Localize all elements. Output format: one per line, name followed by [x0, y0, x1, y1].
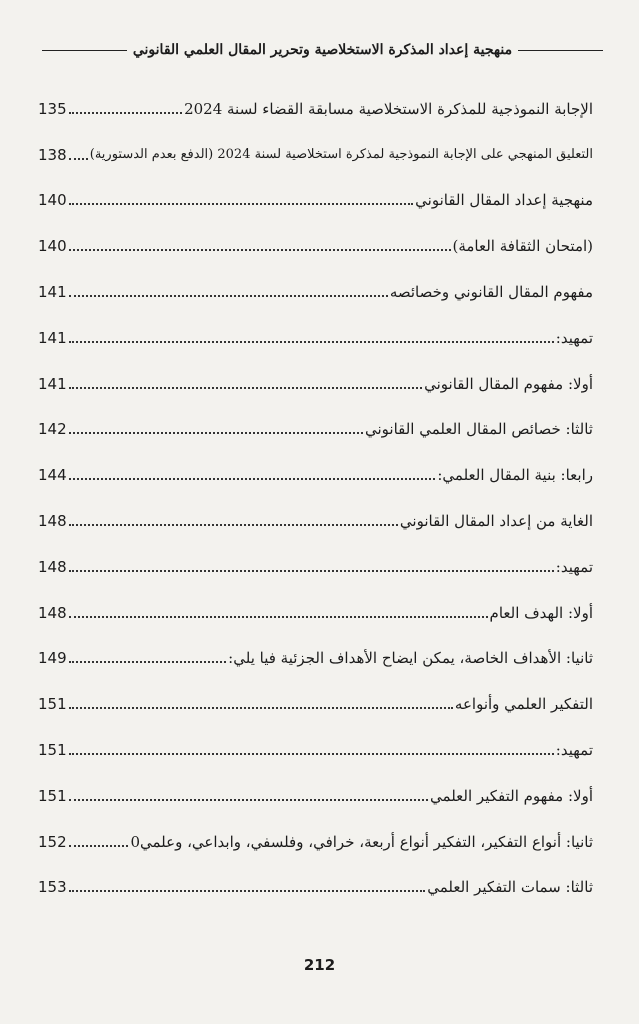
toc-entry-title: الإجابة النموذجية للمذكرة الاستخلاصية مسابقة القضاء لسنة 2024 [184, 99, 593, 118]
toc-entry [38, 86, 593, 132]
toc-entry [38, 590, 593, 636]
toc-entry-title: رابعا: بنية المقال العلمي: [437, 466, 593, 485]
toc-entry-title: (امتحان الثقافة العامة) [452, 237, 593, 256]
toc-entry-title: منهجية إعداد المقال القانوني [415, 191, 593, 210]
toc-entry-page: 148 [38, 557, 67, 576]
toc-entry-page: 135 [38, 99, 67, 118]
toc-entry [38, 681, 593, 727]
header-rule-left [42, 50, 127, 51]
toc-leader-dots [69, 707, 453, 709]
toc-leader-dots [69, 387, 422, 389]
toc-entry-title: ثانيا: الأهداف الخاصة، يمكن ايضاح الأهداف الجزئية فيا يلي: [228, 649, 593, 668]
toc-entry [38, 727, 593, 773]
header-title: منهجية إعداد المذكرة الاستخلاصية وتحرير المقال العلمي القانوني [132, 42, 513, 58]
toc-entry [38, 315, 593, 361]
toc-entry [38, 452, 593, 498]
toc-entry-page: 140 [38, 191, 67, 210]
toc-leader-dots [69, 890, 426, 892]
toc-entry-title: ثالثا: سمات التفكير العلمي [427, 878, 593, 897]
toc-leader-dots [69, 112, 182, 114]
toc-leader-dots [69, 158, 88, 160]
page-number: 212 [303, 956, 336, 974]
toc-entry-page: 142 [38, 420, 67, 439]
toc-entry [38, 636, 593, 682]
toc-entry-page: 152 [38, 832, 67, 851]
toc-entry [38, 132, 593, 178]
header-rule-right [518, 50, 603, 51]
toc-entry-page: 148 [38, 603, 67, 622]
toc-leader-dots [69, 295, 388, 297]
toc-entry-title: مفهوم المقال القانوني وخصائصه [389, 283, 593, 302]
toc-entry-page: 148 [38, 512, 67, 531]
toc-leader-dots [69, 616, 488, 618]
toc-entry-title: ثانيا: أنواع التفكير، التفكير أنواع أربعة، خرافي، وفلسفي، وابداعي، وعلمي0 [130, 832, 593, 851]
toc-entry-page: 149 [38, 649, 67, 668]
toc-entry-page: 138 [38, 145, 67, 164]
toc-leader-dots [69, 203, 414, 205]
toc-entry [38, 178, 593, 224]
toc-entry [38, 865, 593, 911]
toc-leader-dots [69, 570, 554, 572]
toc-entry-title: تمهيد: [555, 741, 593, 760]
toc-entry-title: أولا: مفهوم المقال القانوني [424, 374, 593, 393]
toc-entry [38, 407, 593, 453]
toc-entry [38, 773, 593, 819]
toc-entry-page: 140 [38, 237, 67, 256]
toc-entry-page: 144 [38, 466, 67, 485]
toc-leader-dots [69, 524, 398, 526]
toc-entry-page: 153 [38, 878, 67, 897]
toc-entry [38, 361, 593, 407]
toc-leader-dots [69, 661, 227, 663]
toc-entry-page: 151 [38, 695, 67, 714]
toc-entry-title: تمهيد: [555, 328, 593, 347]
toc-leader-dots [69, 845, 129, 847]
toc-entry [38, 223, 593, 269]
toc-leader-dots [69, 753, 554, 755]
toc-entry-title: أولا: مفهوم التفكير العلمي [430, 786, 593, 805]
toc-entry-page: 141 [38, 328, 67, 347]
toc-leader-dots [69, 799, 428, 801]
toc-entry-page: 151 [38, 741, 67, 760]
toc-entry [38, 544, 593, 590]
toc-entry-page: 151 [38, 786, 67, 805]
toc-entry-title: الغاية من إعداد المقال القانوني [399, 512, 593, 531]
running-header [36, 38, 609, 62]
toc-leader-dots [69, 341, 554, 343]
toc-entry-page: 141 [38, 374, 67, 393]
toc-entry-title: التعليق المنهجي على الإجابة النموذجية لمذكرة استخلاصية لسنة 2024 (الدفع بعدم الدستورية) [89, 147, 593, 163]
toc-leader-dots [69, 249, 451, 251]
toc-entry-page: 141 [38, 283, 67, 302]
toc-entry-title: تمهيد: [555, 557, 593, 576]
toc-entry-title: ثالثا: خصائص المقال العلمي القانوني [364, 420, 593, 439]
toc-entry-title: التفكير العلمي وأنواعه [454, 695, 593, 714]
toc-entry [38, 498, 593, 544]
toc-entry [38, 819, 593, 865]
toc-entry [38, 269, 593, 315]
toc-leader-dots [69, 432, 363, 434]
toc-leader-dots [69, 478, 436, 480]
table-of-contents [38, 86, 593, 910]
toc-entry-title: أولا: الهدف العام [489, 603, 593, 622]
